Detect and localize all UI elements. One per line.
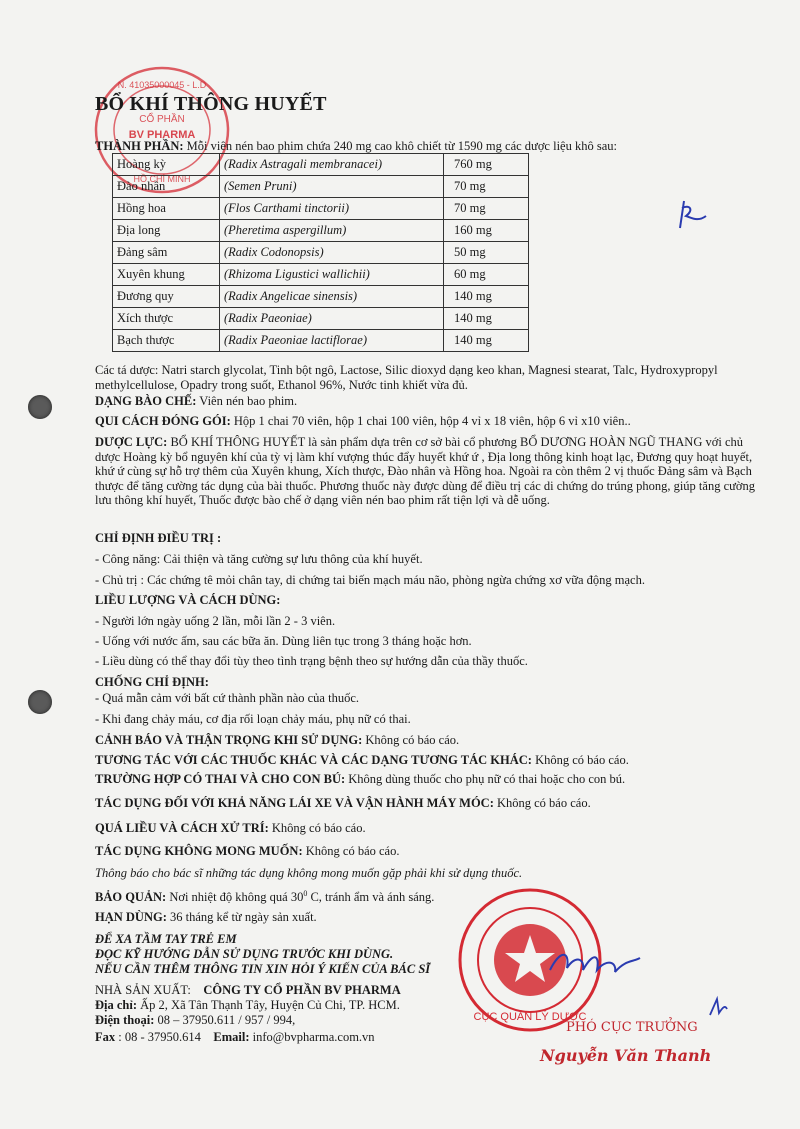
- excipients: Các tá dược: Natri starch glycolat, Tinh bột ngô, Lactose, Silic dioxyd dạng keo khan, Magnesi stearat, Talc, Hydroxypropyl methylcellulose, Opadry trong suốt, Ethanol 96%, Nước tinh khiết vừa đủ.: [95, 363, 718, 392]
- signature-scribble: [545, 940, 645, 990]
- initial-mark-small: [705, 995, 730, 1020]
- dosage-item: - Uống với nước ấm, sau các bữa ăn. Dùng liên tục trong 3 tháng hoặc hơn.: [95, 634, 472, 648]
- warnings-line: [95, 733, 459, 748]
- ingredient-row: [113, 330, 529, 352]
- pregnancy-text: Không dùng thuốc cho phụ nữ có thai hoặc cho con bú.: [345, 772, 626, 786]
- phone-text: 08 – 37950.611 / 957 / 994,: [154, 1013, 296, 1027]
- warnings-label: CẢNH BÁO VÀ THẬN TRỌNG KHI SỬ DỤNG:: [95, 733, 363, 747]
- caution-line: NẾU CẦN THÊM THÔNG TIN XIN HỎI Ý KIẾN CỦA BÁC SĨ: [95, 962, 431, 976]
- dosage-heading: LIỀU LƯỢNG VÀ CÁCH DÙNG:: [95, 593, 281, 607]
- pharmacology-label: DƯỢC LỰC:: [95, 435, 168, 449]
- contraindication-item: - Khi đang chảy máu, cơ địa rối loạn chảy máu, phụ nữ có thai.: [95, 712, 411, 726]
- ingredient-row: [113, 154, 529, 176]
- initial-mark: [672, 196, 712, 236]
- composition-text: Mỗi viên nén bao phim chứa 240 mg cao khô chiết từ 1590 mg các dược liệu khô sau:: [183, 139, 617, 153]
- ingredient-amount: 140 mg: [444, 286, 529, 308]
- interactions-text: Không có báo cáo.: [531, 753, 629, 767]
- address-label: Địa chỉ:: [95, 998, 138, 1012]
- address-text: Ấp 2, Xã Tân Thạnh Tây, Huyện Củ Chi, TP. HCM.: [137, 998, 400, 1012]
- ingredient-latin: (Radix Paeoniae lactiflorae): [220, 330, 444, 352]
- storage-line: [95, 886, 434, 905]
- ingredient-name: Địa long: [113, 220, 220, 242]
- ingredient-amount: 140 mg: [444, 330, 529, 352]
- ingredient-name: Xuyên khung: [113, 264, 220, 286]
- ingredient-amount: 140 mg: [444, 308, 529, 330]
- shelf-life-text: 36 tháng kể từ ngày sản xuất.: [166, 910, 317, 924]
- ingredient-latin: (Semen Pruni): [220, 176, 444, 198]
- ingredient-row: [113, 220, 529, 242]
- phone-line: [95, 1013, 295, 1028]
- fax-label: Fax: [95, 1030, 116, 1044]
- ingredient-latin: (Radix Angelicae sinensis): [220, 286, 444, 308]
- indication-item: - Chủ trị : Các chứng tê mỏi chân tay, di chứng tai biến mạch máu não, phòng ngừa chứng xơ vữa động mạch.: [95, 573, 645, 587]
- ingredient-amount: 160 mg: [444, 220, 529, 242]
- ingredient-name: Hoàng kỳ: [113, 154, 220, 176]
- storage-text: Nơi nhiệt độ không quá 30: [166, 890, 304, 905]
- pregnancy-line: [95, 772, 625, 787]
- interactions-label: TƯƠNG TÁC VỚI CÁC THUỐC KHÁC VÀ CÁC DẠNG TƯƠNG TÁC KHÁC:: [95, 753, 532, 767]
- email-text: info@bvpharma.com.vn: [249, 1030, 375, 1044]
- packaging-label: QUI CÁCH ĐÓNG GÓI:: [95, 414, 231, 428]
- ingredient-row: [113, 242, 529, 264]
- caution-line: ĐỂ XA TẦM TAY TRẺ EM: [95, 932, 237, 946]
- svg-text:BV PHARMA: BV PHARMA: [128, 129, 196, 141]
- svg-text:CỤC QUẢN LÝ DƯỢC: CỤC QUẢN LÝ DƯỢC: [473, 1011, 587, 1023]
- caution-line: ĐỌC KỸ HƯỚNG DẪN SỬ DỤNG TRƯỚC KHI DÙNG.: [95, 947, 394, 961]
- svg-text:CỔ PHẦN: CỔ PHẦN: [139, 114, 185, 125]
- indications-heading: CHỈ ĐỊNH ĐIỀU TRỊ :: [95, 531, 222, 545]
- overdose-label: QUÁ LIỀU VÀ CÁCH XỬ TRÍ:: [95, 821, 269, 835]
- manufacturer-label: NHÀ SẢN XUẤT:: [95, 983, 191, 997]
- storage-text-end: C, tránh ẩm và ánh sáng.: [307, 890, 435, 905]
- ingredient-row: [113, 286, 529, 308]
- ingredient-name: Xích thược: [113, 308, 220, 330]
- address-line: [95, 998, 400, 1013]
- ingredient-row: [113, 176, 529, 198]
- driving-line: [95, 796, 591, 811]
- ingredient-latin: (Radix Paeoniae): [220, 308, 444, 330]
- pharmacology-text: BỔ KHÍ THÔNG HUYẾT là sản phẩm dựa trên cơ sở bài cổ phương BỔ DƯƠNG HOÀN NGŨ THANG với chủ dược Hoàng kỳ bổ nguyên khí của tỳ vị làm khí vượng thúc đẩy huyết khứ ứ , Địa long thông kinh hoạt lạc, Đương quy hoạt huyết, khứ ứ cùng sự hỗ trợ thêm của Xuyên khung, Xích thược, Đào nhân và Hồng hoa. Ngoài ra còn thêm 2 vị thuốc Đảng sâm và Bạch thược để tăng cường tác dụng của bài thuốc. Phương thuốc này được dùng để điều trị các di chứng do trúng phong, giúp tăng cường lưu thông khí huyết, Thuốc được bào chế ở dạng viên nén bao phim rất tiện lợi và dễ uống.: [95, 435, 756, 507]
- fax-text: : 08 - 37950.614: [115, 1030, 201, 1044]
- ingredient-row: [113, 308, 529, 330]
- dosage-form-text: Viên nén bao phim.: [196, 394, 298, 408]
- ingredient-row: [113, 264, 529, 286]
- driving-text: Không có báo cáo.: [493, 796, 591, 810]
- composition-label: THÀNH PHẦN:: [95, 139, 184, 153]
- svg-text:N. 41035000045 - L.D: N. 41035000045 - L.D: [117, 80, 207, 90]
- side-effects-line: [95, 844, 399, 859]
- shelf-life-label: HẠN DÙNG:: [95, 910, 167, 924]
- fax-line: [95, 1030, 375, 1045]
- dosage-form-label: DẠNG BÀO CHẾ:: [95, 394, 197, 408]
- ingredient-name: Đảng sâm: [113, 242, 220, 264]
- ingredient-amount: 50 mg: [444, 242, 529, 264]
- composition-line: [95, 139, 617, 154]
- document-title: BỔ KHÍ THÔNG HUYẾT: [95, 93, 327, 115]
- ingredient-latin: (Radix Astragali membranacei): [220, 154, 444, 176]
- interactions-line: [95, 753, 629, 768]
- notice-text: Thông báo cho bác sĩ những tác dụng không mong muốn gặp phải khi sử dụng thuốc.: [95, 866, 523, 880]
- overdose-text: Không có báo cáo.: [268, 821, 366, 835]
- ingredient-row: [113, 198, 529, 220]
- ingredient-name: Đương quy: [113, 286, 220, 308]
- ingredient-name: Đào nhân: [113, 176, 220, 198]
- phone-label: Điện thoại:: [95, 1013, 155, 1027]
- pharmacology-paragraph: [95, 435, 760, 508]
- svg-text:HỒ CHÍ MINH: HỒ CHÍ MINH: [133, 174, 191, 184]
- warnings-text: Không có báo cáo.: [362, 733, 460, 747]
- manufacturer-line: [95, 983, 401, 998]
- ingredients-table: [112, 153, 529, 352]
- approval-title: PHÓ CỤC TRƯỞNG: [566, 1020, 698, 1035]
- dosage-item: - Người lớn ngày uống 2 lần, mỗi lần 2 - 3 viên.: [95, 614, 336, 628]
- packaging-text: Hộp 1 chai 70 viên, hộp 1 chai 100 viên, hộp 4 vỉ x 18 viên, hộp 6 vỉ x10 viên..: [230, 414, 631, 428]
- ingredient-latin: (Rhizoma Ligustici wallichii): [220, 264, 444, 286]
- punch-hole: [28, 690, 52, 714]
- driving-label: TÁC DỤNG ĐỐI VỚI KHẢ NĂNG LÁI XE VÀ VẬN HÀNH MÁY MÓC:: [95, 796, 494, 810]
- pregnancy-label: TRƯỜNG HỢP CÓ THAI VÀ CHO CON BÚ:: [95, 772, 346, 786]
- indication-item: - Công năng: Cải thiện và tăng cường sự lưu thông của khí huyết.: [95, 552, 423, 566]
- ingredient-amount: 60 mg: [444, 264, 529, 286]
- storage-degree: 0: [303, 889, 308, 898]
- ingredient-latin: (Flos Carthami tinctorii): [220, 198, 444, 220]
- packaging-line: [95, 414, 631, 429]
- ingredient-amount: 70 mg: [444, 198, 529, 220]
- manufacturer-name: CÔNG TY CỔ PHẦN BV PHARMA: [203, 983, 401, 997]
- ingredient-latin: (Radix Codonopsis): [220, 242, 444, 264]
- approval-name: Nguyễn Văn Thanh: [540, 1046, 712, 1065]
- side-effects-label: TÁC DỤNG KHÔNG MONG MUỐN:: [95, 844, 303, 858]
- dosage-form-line: [95, 394, 297, 409]
- overdose-line: [95, 821, 366, 836]
- storage-label: BẢO QUẢN:: [95, 890, 167, 905]
- ingredient-latin: (Pheretima aspergillum): [220, 220, 444, 242]
- side-effects-text: Không có báo cáo.: [302, 844, 400, 858]
- contraindications-heading: CHỐNG CHỈ ĐỊNH:: [95, 675, 209, 689]
- ingredient-name: Bạch thược: [113, 330, 220, 352]
- email-label: Email:: [213, 1030, 250, 1044]
- shelf-life-line: [95, 910, 317, 925]
- punch-hole: [28, 395, 52, 419]
- contraindication-item: - Quá mẫn cảm với bất cứ thành phần nào của thuốc.: [95, 691, 359, 705]
- ingredient-amount: 70 mg: [444, 176, 529, 198]
- ingredient-name: Hồng hoa: [113, 198, 220, 220]
- dosage-item: - Liều dùng có thể thay đổi tùy theo tình trạng bệnh theo sự hướng dẫn của thầy thuốc.: [95, 654, 528, 668]
- ingredient-amount: 760 mg: [444, 154, 529, 176]
